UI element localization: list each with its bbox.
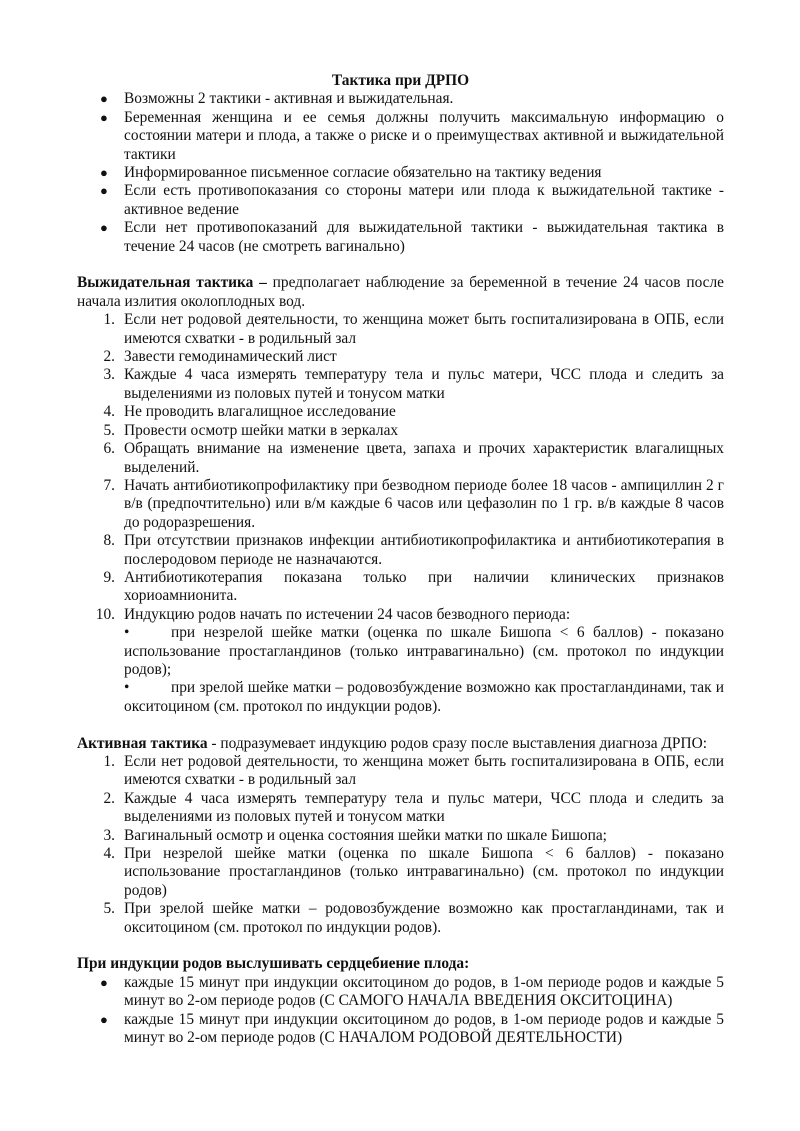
list-item: 3. Каждые 4 часа измерять температуру тела и пульс матери, ЧСС плода и следить за выделениями из половых путей и тонусом матки [103,366,724,402]
list-item: 5. При зрелой шейке матки – родовозбуждение возможно как простагландинами, так и окситоцином (см. протокол по индукции родов). [103,900,724,936]
active-tactic-list [77,753,724,937]
list-item: 1. Если нет родовой деятельности, то женщина может быть госпитализирована в ОПБ, если имеются схватки - в родильный зал [103,311,724,347]
list-item: 5. Провести осмотр шейки матки в зеркалах [103,421,399,439]
monitoring-heading: При индукции родов выслушивать сердцебиение плода: [77,955,470,973]
list-item: ● Информированное письменное согласие обязательно на тактику ведения [100,164,602,182]
paragraph-spacer [77,716,724,734]
bullet-marker: ● [100,109,108,125]
list-item: 2. Каждые 4 часа измерять температуру тела и пульс матери, ЧСС плода и следить за выделениями из половых путей и тонусом матки [103,789,724,826]
bullet-marker: ● [100,183,108,199]
list-item: 2. Завести гемодинамический лист [103,348,337,366]
list-item: ● каждые 15 минут при индукции окситоцином до родов, в 1-ом периоде родов и каждые 5 минут во 2-ом периоде родов (С САМОГО НАЧАЛА ВВЕДЕНИЯ ОКСИТОЦИНА) [100,973,724,1010]
bullet-marker: ● [100,91,108,107]
expectant-tactic-heading: Выжидательная тактика – [77,274,267,292]
sub-item-immature-cervix: • при незрелой шейке матки (оценка по шкале Бишопа < 6 баллов) - показано использование простагландинов (только интравагинально) (см. протокол по индукции родов); [124,624,724,678]
list-item: 6. Обращать внимание на изменение цвета, запаха и прочих характеристик влагалищных выделений. [103,440,724,476]
paragraph-spacer [77,937,724,955]
sub-bullet-marker: • [124,624,130,642]
list-item: 8. При отсутствии признаков инфекции антибиотикопрофилактика и антибиотикотерапия в послеродовом периоде не назначаются. [103,532,724,568]
list-item: 3. Вагинальный осмотр и оценка состояния шейки матки по шкале Бишопа; [103,826,607,844]
bullet-marker: ● [100,220,108,236]
sub-item-mature-cervix: • при зрелой шейке матки – родовозбуждение возможно как простагландинами, так и окситоцином (см. протокол по индукции родов). [124,679,724,715]
paragraph-spacer [77,256,724,274]
list-item: 9. Антибиотикотерапия показана только при наличии клинических признаков хориоамнионита. [103,568,724,605]
list-item: ● каждые 15 минут при индукции окситоцином до родов, в 1-ом периоде родов и каждые 5 минут во 2-ом периоде родов (С НАЧАЛОМ РОДОВОЙ ДЕЯТЕЛЬНОСТИ) [100,1010,724,1047]
list-item: ● Возможны 2 тактики - активная и выжидательная. [100,90,454,108]
sub-bullet-marker: • [124,679,130,697]
list-item: 4. Не проводить влагалищное исследование [103,403,396,421]
list-item: ● Если нет противопоказаний для выжидательной тактики - выжидательная тактика в течение 24 часов (не смотреть вагинально) [100,219,724,255]
bullet-marker: ● [100,1011,108,1027]
expectant-tactic-intro: Выжидательная тактика – предполагает наблюдение за беременной в течение 24 часов после начала излития околоплодных вод. [77,274,724,310]
bullet-marker: ● [100,974,108,990]
active-tactic-heading: Активная тактика [77,734,208,752]
monitoring-bullet-list [77,974,724,1048]
list-item: ● Если есть противопоказания со стороны матери или плода к выжидательной тактике - активное ведение [100,182,724,218]
list-item: 4. При незрелой шейке матки (оценка по шкале Бишопа < 6 баллов) - показано использование простагландинов (только интравагинально) (см. протокол по индукции родов) [103,845,724,899]
list-item: 1. Если нет родовой деятельности, то женщина может быть госпитализирована в ОПБ, если имеются схватки - в родильный зал [103,753,724,789]
expectant-tactic-list [77,311,724,716]
intro-bullet-list [77,90,724,256]
document-title: Тактика при ДРПО [331,72,470,89]
list-item: ● Беременная женщина и ее семья должны получить максимальную информацию о состоянии матери и плода, а также о риске и о преимуществах активной и выжидательной тактики [100,108,724,163]
list-item: 7. Начать антибиотикопрофилактику при безводном периоде более 18 часов - ампициллин 2 г в/в (предпочтительно) или в/м каждые 6 часов или цефазолин по 1 гр. в/в каждые 8 часов до родоразрешения. [103,476,724,531]
bullet-marker: ● [100,165,108,181]
active-tactic-intro: Активная тактика - подразумевает индукцию родов сразу после выставления диагноза ДРПО: [77,734,707,752]
list-item: 10. Индукцию родов начать по истечении 24 часов безводного периода: • при незрелой шейке матки (оценка по шкале Бишопа < 6 баллов) - показано использование простагландинов (только интравагинально) (см. протокол по индукции родов); • при зрелой шейке матки – родовозбуждение возможно как простагландинами, так и окситоцином (см. протокол по индукции родов). [95,605,724,715]
